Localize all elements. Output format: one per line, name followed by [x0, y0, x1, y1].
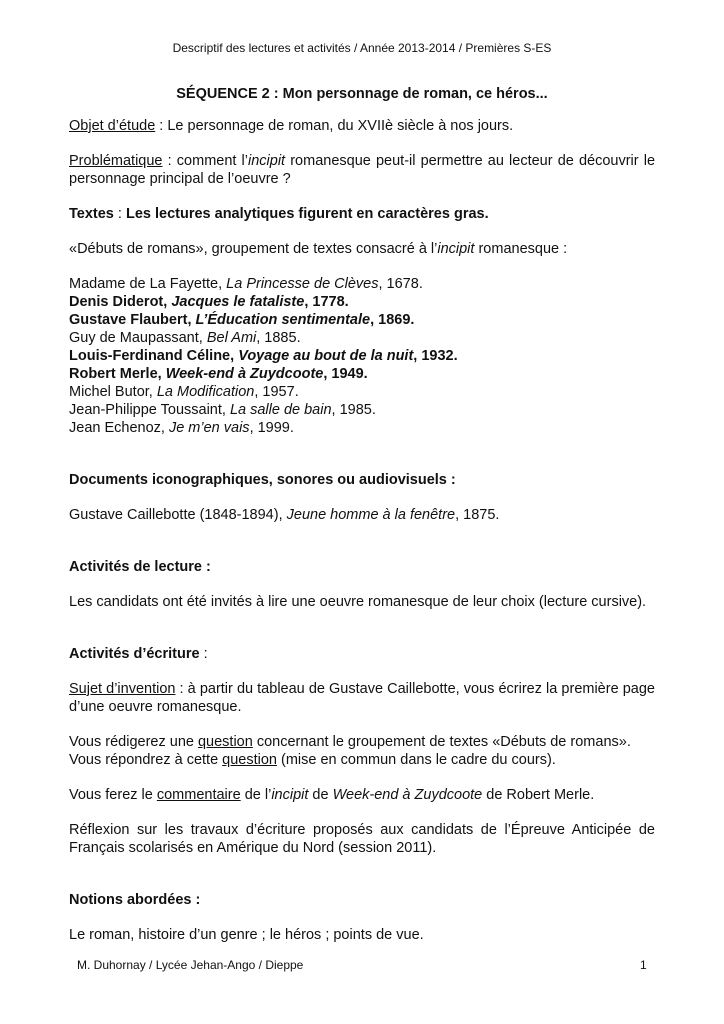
- notions-heading: Notions abordées :: [69, 892, 201, 908]
- ecriture-heading: Activités d’écriture: [69, 646, 200, 662]
- documents-heading: Documents iconographiques, sonores ou audiovisuels :: [69, 472, 456, 488]
- commentaire-paragraph: Vous ferez le commentaire de l’incipit de Week-end à Zuydcoote de Robert Merle.: [69, 787, 595, 803]
- objet-label: Objet d’étude: [69, 118, 156, 134]
- sequence-title: SÉQUENCE 2 : Mon personnage de roman, ce héros...: [176, 86, 548, 102]
- question-paragraph: Vous rédigerez une question concernant le groupement de textes «Débuts de romans». Vous répondrez à cette question (mise en commun dans le cadre du cours).: [69, 734, 631, 768]
- lecture-heading: Activités de lecture :: [69, 559, 211, 575]
- page-number: 1: [640, 958, 647, 972]
- textes-line: Textes : Les lectures analytiques figurent en caractères gras.: [69, 206, 489, 222]
- work-item: Michel Butor, La Modification, 1957.: [69, 384, 299, 400]
- notions-text: Le roman, histoire d’un genre ; le héros ; points de vue.: [69, 927, 424, 943]
- objet-etude: [69, 117, 655, 135]
- page-header: Descriptif des lectures et activités / Année 2013-2014 / Premières S-ES: [172, 41, 552, 55]
- lecture-text: Les candidats ont été invités à lire une oeuvre romanesque de leur choix (lecture cursive).: [69, 594, 647, 610]
- works-list: [69, 275, 655, 437]
- problematique: Problématique : comment l’incipit romanesque peut-il permettre au lecteur de découvrir le personnage principal de l’oeuvre ?: [69, 153, 656, 187]
- problematique-label: Problématique: [69, 153, 163, 169]
- work-item: Jean Echenoz, Je m’en vais, 1999.: [69, 420, 294, 436]
- work-item: Madame de La Fayette, La Princesse de Clèves, 1678.: [69, 276, 423, 292]
- textes-label: Textes: [69, 206, 114, 222]
- documents-line: Gustave Caillebotte (1848-1894), Jeune homme à la fenêtre, 1875.: [69, 507, 500, 523]
- textes-note: Les lectures analytiques figurent en caractères gras.: [125, 206, 489, 222]
- sujet-label: Sujet d’invention: [69, 681, 176, 697]
- work-item: Guy de Maupassant, Bel Ami, 1885.: [69, 330, 301, 346]
- reflexion-paragraph: Réflexion sur les travaux d’écriture proposés aux candidats de l’Épreuve Anticipée de Français scolarisés en Amérique du Nord (session 2011).: [69, 822, 655, 856]
- objet-text: : Le personnage de roman, du XVIIè siècle à nos jours.: [155, 118, 514, 134]
- ecriture-heading-line: Activités d’écriture :: [69, 646, 208, 662]
- work-item: Gustave Flaubert, L’Éducation sentimentale, 1869.: [69, 312, 415, 328]
- page-footer: M. Duhornay / Lycée Jehan-Ango / Dieppe: [77, 958, 304, 972]
- work-item: Robert Merle, Week-end à Zuydcoote, 1949.: [69, 366, 368, 382]
- sujet-invention: Sujet d’invention : à partir du tableau de Gustave Caillebotte, vous écrirez la première page d’une oeuvre romanesque.: [69, 681, 655, 715]
- work-item: Denis Diderot, Jacques le fataliste, 1778.: [69, 294, 349, 310]
- document-body: [69, 117, 655, 944]
- work-item: Jean-Philippe Toussaint, La salle de bain, 1985.: [69, 402, 376, 418]
- groupement-line: «Débuts de romans», groupement de textes consacré à l’incipit romanesque :: [69, 241, 568, 257]
- work-item: Louis-Ferdinand Céline, Voyage au bout de la nuit, 1932.: [69, 348, 458, 364]
